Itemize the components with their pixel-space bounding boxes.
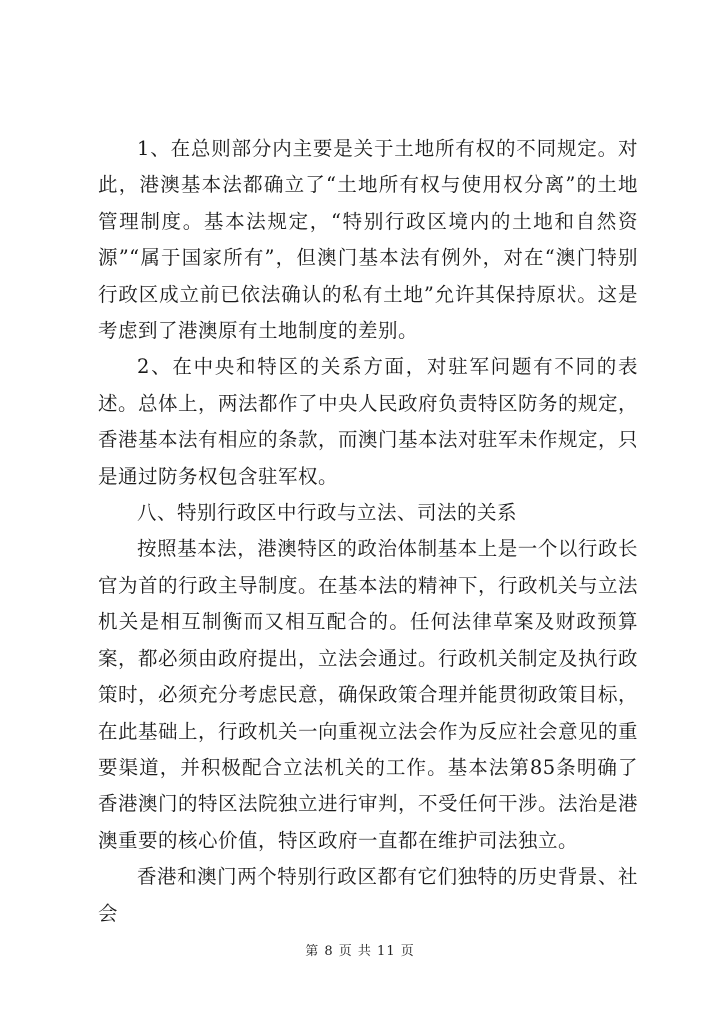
section-heading-8: 八、特别行政区中行政与立法、司法的关系: [137, 501, 518, 525]
paragraph-land-ownership: 1、在总则部分内主要是关于土地所有权的不同规定。对此，港澳基本法都确立了“土地所有权与使用权分离”的土地管理制度。基本法规定，“特别行政区境内的土地和自然资源”“属于国家所有”，但澳门基本法有例外，对在“澳门特别行政区成立前已依法确认的私有土地”允许其保持原状。这是考虑到了港澳原有土地制度的差别。: [98, 137, 638, 343]
paragraph-executive-legislative: 按照基本法，港澳特区的政治体制基本上是一个以行政长官为首的行政主导制度。在基本法的精神下，行政机关与立法机关是相互制衡而又相互配合的。任何法律草案及财政预算案，都必须由政府提出，立法会通过。行政机关制定及执行政策时，必须充分考虑民意，确保政策合理并能贯彻政策目标，在此基础上，行政机关一向重视立法会作为反应社会意见的重要渠道，并积极配合立法机关的工作。基本法第85条明确了香港澳门的特区法院独立进行审判，不受任何干涉。法治是港澳重要的核心价值，特区政府一直都在维护司法独立。: [98, 537, 639, 852]
paragraph-garrison: 2、在中央和特区的关系方面，对驻军问题有不同的表述。总体上，两法都作了中央人民政府负责特区防务的规定，香港基本法有相应的条款，而澳门基本法对驻军未作规定，只是通过防务权包含驻军权。: [98, 355, 639, 488]
paragraph-background: 香港和澳门两个特别行政区都有它们独特的历史背景、社会: [98, 865, 638, 925]
document-body: [98, 131, 638, 932]
page-number-footer: 第 8 页 共 11 页: [305, 944, 415, 959]
